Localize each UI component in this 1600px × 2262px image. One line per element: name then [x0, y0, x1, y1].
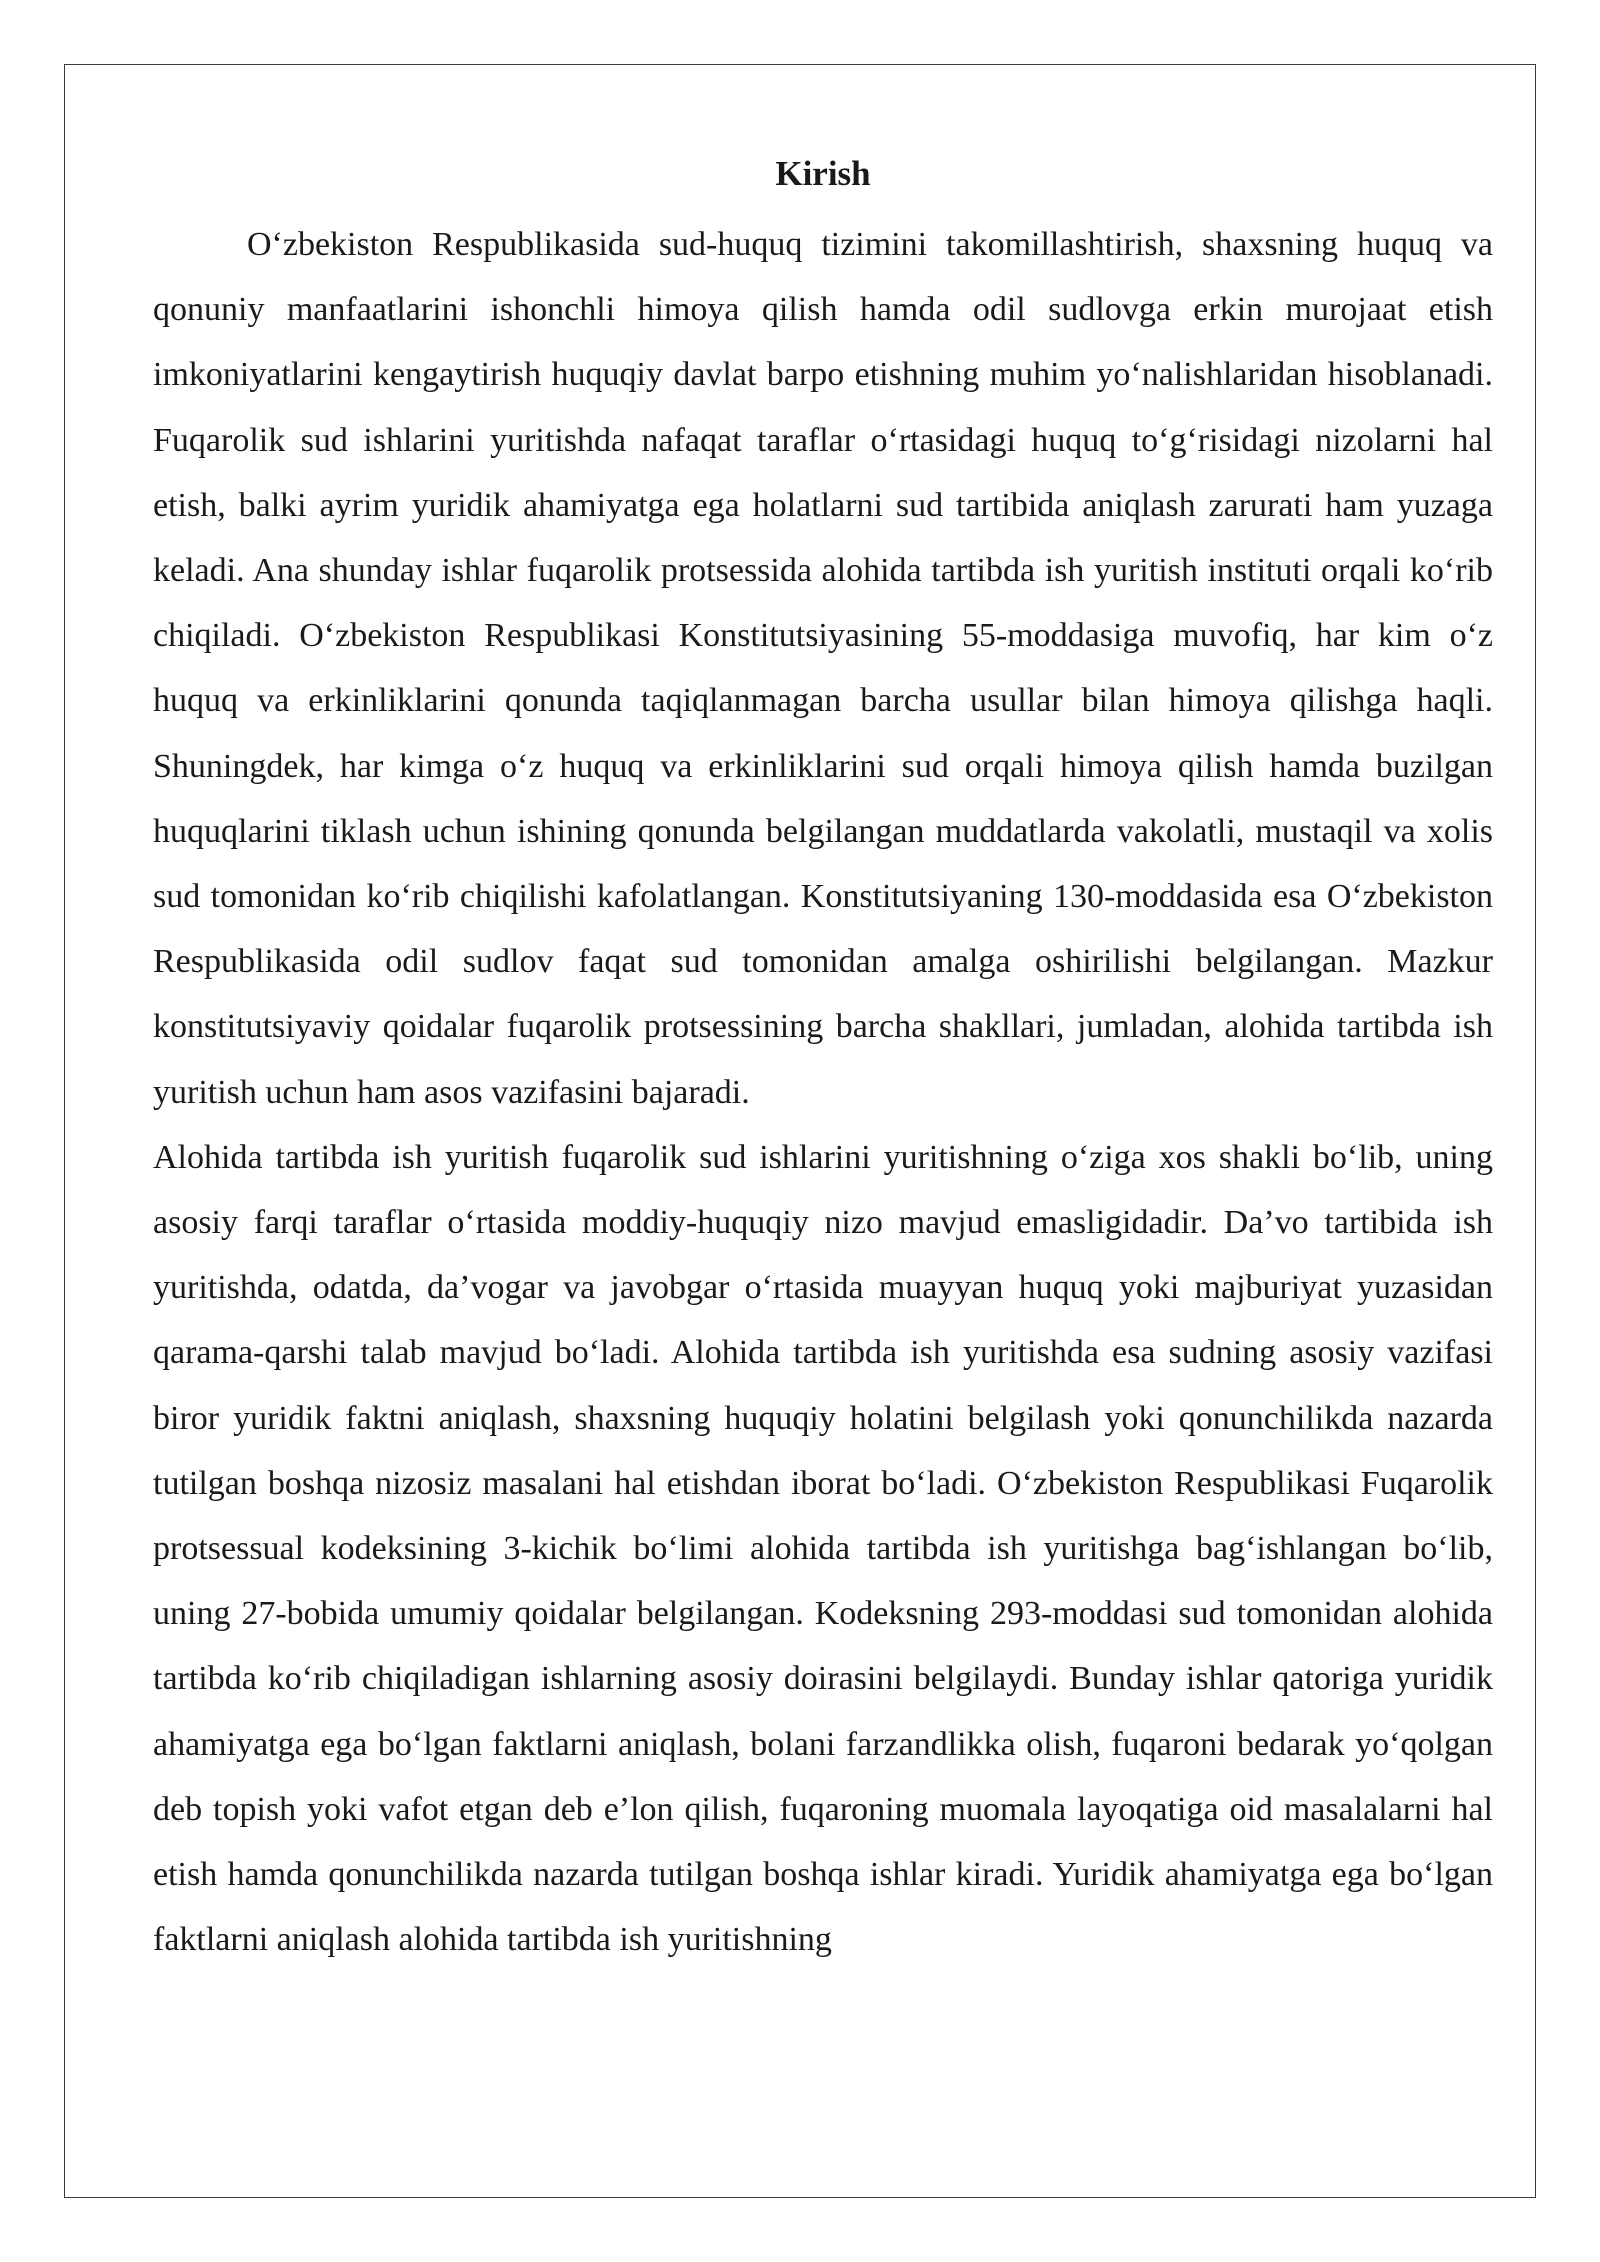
document-body — [153, 148, 1493, 1972]
paragraph-1: O‘zbekiston Respublikasida sud-huquq tizimini takomillashtirish, shaxsning huquq va qonuniy manfaatlarini ishonchli himoya qilish hamda odil sudlovga erkin murojaat etish imkoniyatlarini kengaytirish huquqiy davlat barpo etishning muhim yo‘nalishlaridan hisoblanadi. Fuqarolik sud ishlarini yuritishda nafaqat taraflar o‘rtasidagi huquq to‘g‘risidagi nizolarni hal etish, balki ayrim yuridik ahamiyatga ega holatlarni sud tartibida aniqlash zarurati ham yuzaga keladi. Ana shunday ishlar fuqarolik protsessida alohida tartibda ish yuritish instituti orqali ko‘rib chiqiladi. O‘zbekiston Respublikasi Konstitutsiyasining 55-moddasiga muvofiq, har kim o‘z huquq va erkinliklarini qonunda taqiqlanmagan barcha usullar bilan himoya qilishga haqli. Shuningdek, har kimga o‘z huquq va erkinliklarini sud orqali himoya qilish hamda buzilgan huquqlarini tiklash uchun ishining qonunda belgilangan muddatlarda vakolatli, mustaqil va xolis sud tomonidan ko‘rib chiqilishi kafolatlangan. Konstitutsiyaning 130-moddasida esa O‘zbekiston Respublikasida odil sudlov faqat sud tomonidan amalga oshirilishi belgilangan. Mazkur konstitutsiyaviy qoidalar fuqarolik protsessining barcha shakllari, jumladan, alohida tartibda ish yuritish uchun ham asos vazifasini bajaradi. — [153, 226, 1493, 1111]
paragraph-2: Alohida tartibda ish yuritish fuqarolik sud ishlarini yuritishning o‘ziga xos shakli bo‘lib, uning asosiy farqi taraflar o‘rtasida moddiy-huquqiy nizo mavjud emasligidadir. Da’vo tartibida ish yuritishda, odatda, da’vogar va javobgar o‘rtasida muayyan huquq yoki majburiyat yuzasidan qarama-qarshi talab mavjud bo‘ladi. Alohida tartibda ish yuritishda esa sudning asosiy vazifasi biror yuridik faktni aniqlash, shaxsning huquqiy holatini belgilash yoki qonunchilikda nazarda tutilgan boshqa nizosiz masalani hal etishdan iborat bo‘ladi. O‘zbekiston Respublikasi Fuqarolik protsessual kodeksining 3-kichik bo‘limi alohida tartibda ish yuritishga bag‘ishlangan bo‘lib, uning 27-bobida umumiy qoidalar belgilangan. Kodeksning 293-moddasi sud tomonidan alohida tartibda ko‘rib chiqiladigan ishlarning asosiy doirasini belgilaydi. Bunday ishlar qatoriga yuridik ahamiyatga ega bo‘lgan faktlarni aniqlash, bolani farzandlikka olish, fuqaroni bedarak yo‘qolgan deb topish yoki vafot etgan deb e’lon qilish, fuqaroning muomala layoqatiga oid masalalarni hal etish hamda qonunchilikda nazarda tutilgan boshqa ishlar kiradi. Yuridik ahamiyatga ega bo‘lgan faktlarni aniqlash alohida tartibda ish yuritishning — [153, 1138, 1493, 1959]
document-title: Kirish — [775, 154, 871, 193]
